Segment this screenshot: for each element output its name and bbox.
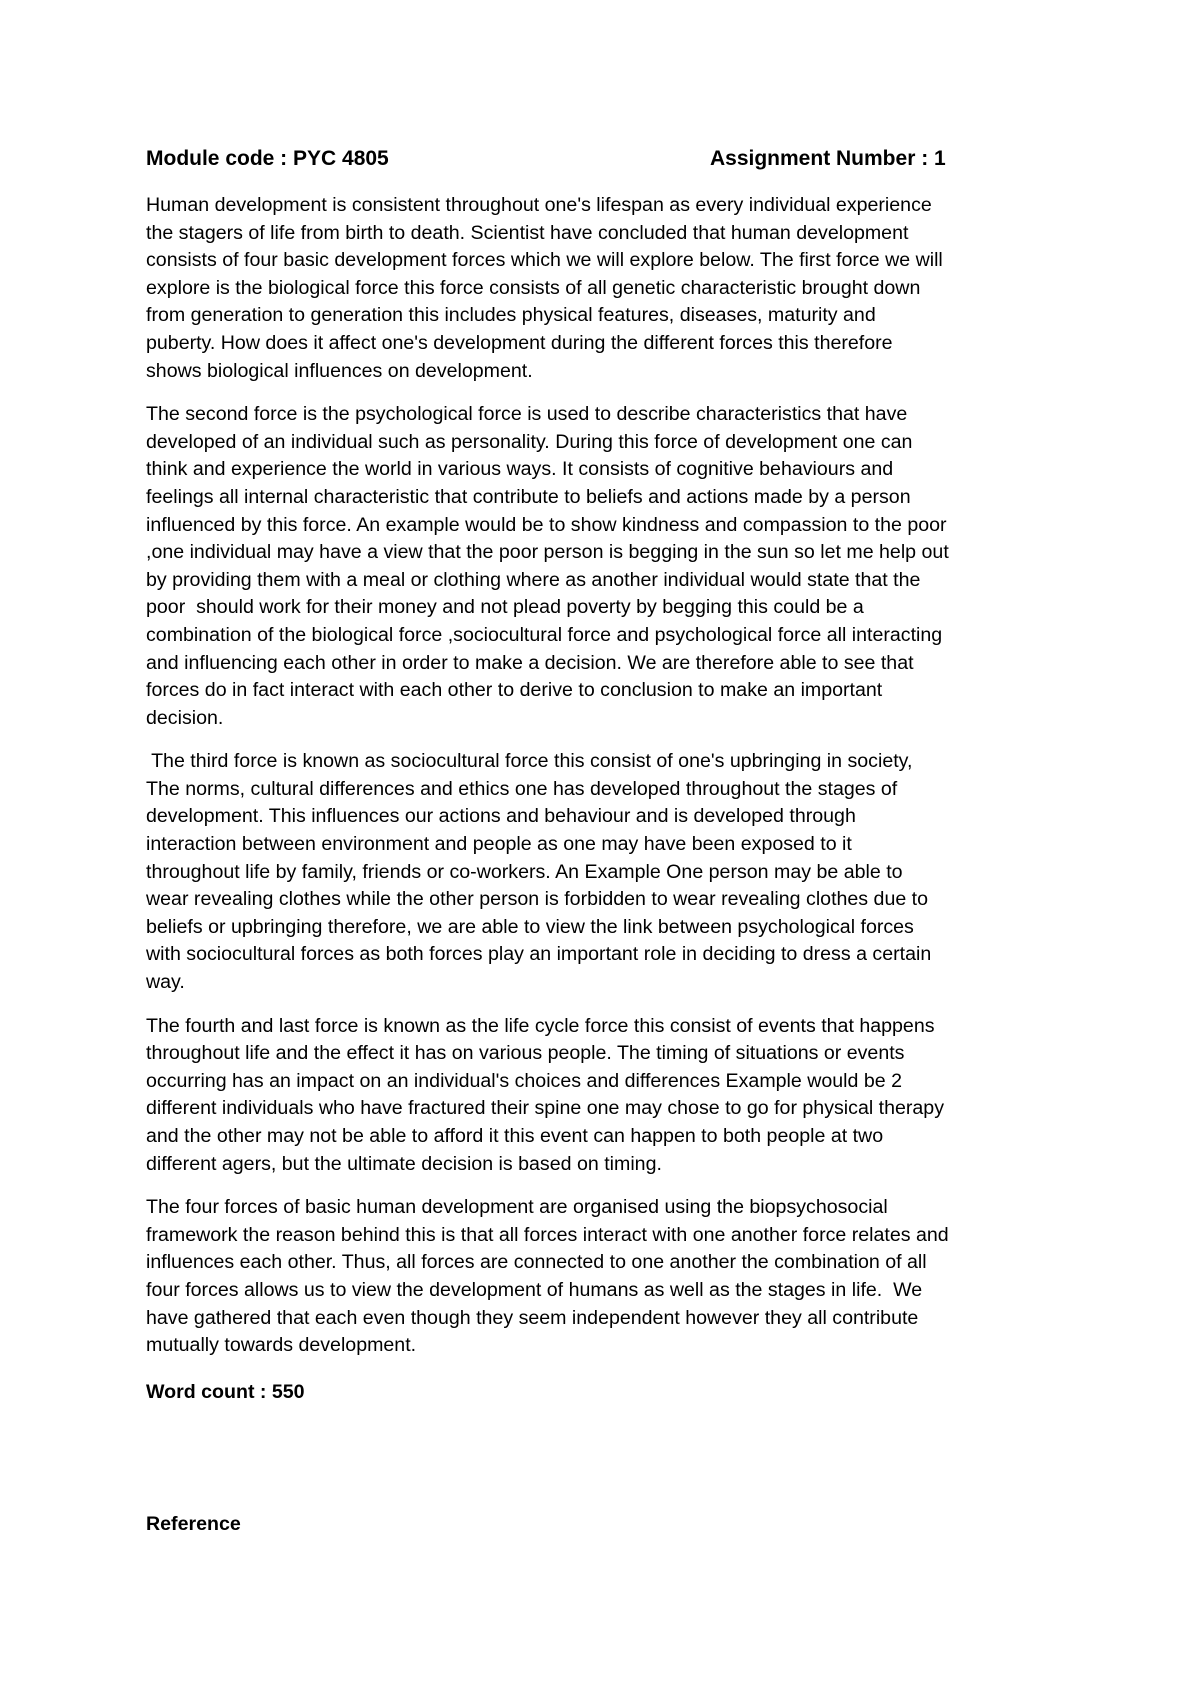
text-line: different individuals who have fractured their spine one may chose to go for physical therapy: [146, 1097, 944, 1120]
text-line: poor should work for their money and not plead poverty by begging this could be a: [146, 596, 864, 619]
text-line: developed of an individual such as personality. During this force of development one can: [146, 430, 913, 453]
text-line: occurring has an impact on an individual's choices and differences Example would be 2: [146, 1069, 903, 1092]
reference-heading: Reference: [146, 1513, 241, 1535]
text-line: mutually towards development.: [146, 1334, 417, 1357]
text-line: The third force is known as sociocultural force this consist of one's upbringing in society,: [146, 750, 913, 773]
text-line: influenced by this force. An example would be to show kindness and compassion to the poor: [146, 513, 947, 536]
text-line: interaction between environment and people as one may have been exposed to it: [146, 833, 852, 856]
text-line: shows biological influences on development.: [146, 359, 533, 382]
text-line: decision.: [146, 706, 224, 729]
text-line: feelings all internal characteristic that contribute to beliefs and actions made by a person: [146, 485, 911, 508]
module-code: Module code : PYC 4805: [146, 147, 389, 170]
text-line: forces do in fact interact with each other to derive to conclusion to make an important: [146, 679, 883, 702]
text-line: ,one individual may have a view that the poor person is begging in the sun so let me help out: [146, 541, 949, 564]
paragraph-biological-force: [146, 192, 1066, 385]
text-line: throughout life and the effect it has on various people. The timing of situations or events: [146, 1042, 905, 1065]
essay-body: [146, 192, 1066, 1376]
text-line: consists of four basic development forces which we will explore below. The first force we will: [146, 249, 943, 272]
text-line: way.: [146, 971, 185, 994]
text-line: have gathered that each even though they seem independent however they all contribute: [146, 1306, 919, 1329]
text-line: explore is the biological force this force consists of all genetic characteristic brought down: [146, 276, 921, 299]
paragraph-sociocultural-force: [146, 748, 1066, 996]
text-line: with sociocultural forces as both forces play an important role in deciding to dress a certain: [146, 943, 932, 966]
text-line: and influencing each other in order to make a decision. We are therefore able to see that: [146, 651, 914, 674]
text-line: think and experience the world in various ways. It consists of cognitive behaviours and: [146, 458, 894, 481]
text-line: development. This influences our actions and behaviour and is developed through: [146, 805, 856, 828]
text-line: throughout life by family, friends or co-workers. An Example One person may be able to: [146, 860, 903, 883]
text-line: The norms, cultural differences and ethics one has developed throughout the stages of: [146, 777, 898, 800]
text-line: influences each other. Thus, all forces are connected to one another the combination of all: [146, 1251, 927, 1274]
text-line: The fourth and last force is known as the life cycle force this consist of events that happens: [146, 1014, 935, 1037]
text-line: beliefs or upbringing therefore, we are able to view the link between psychological forces: [146, 915, 914, 938]
text-line: from generation to generation this includes physical features, diseases, maturity and: [146, 304, 876, 327]
text-line: The four forces of basic human development are organised using the biopsychosocial: [146, 1196, 888, 1219]
assignment-header: [146, 144, 1066, 174]
text-line: puberty. How does it affect one's development during the different forces this therefore: [146, 331, 893, 354]
text-line: the stagers of life from birth to death. Scientist have concluded that human development: [146, 221, 909, 244]
paragraph-psychological-force: [146, 401, 1066, 732]
paragraph-life-cycle-force: [146, 1013, 1066, 1179]
text-line: framework the reason behind this is that all forces interact with one another force relates and: [146, 1223, 949, 1246]
text-line: different agers, but the ultimate decision is based on timing.: [146, 1152, 662, 1175]
assignment-number: Assignment Number : 1: [710, 147, 946, 170]
text-line: by providing them with a meal or clothing where as another individual would state that the: [146, 568, 921, 591]
paragraph-biopsychosocial-framework: [146, 1194, 1066, 1360]
text-line: The second force is the psychological force is used to describe characteristics that have: [146, 403, 908, 426]
text-line: Human development is consistent throughout one's lifespan as every individual experience: [146, 194, 932, 216]
text-line: and the other may not be able to afford it this event can happen to both people at two: [146, 1125, 884, 1147]
text-line: wear revealing clothes while the other person is forbidden to wear revealing clothes due to: [146, 888, 929, 911]
text-line: combination of the biological force ,sociocultural force and psychological force all interacting: [146, 623, 943, 646]
text-line: four forces allows us to view the development of humans as well as the stages in life. We: [146, 1278, 923, 1301]
word-count: Word count : 550: [146, 1381, 305, 1403]
